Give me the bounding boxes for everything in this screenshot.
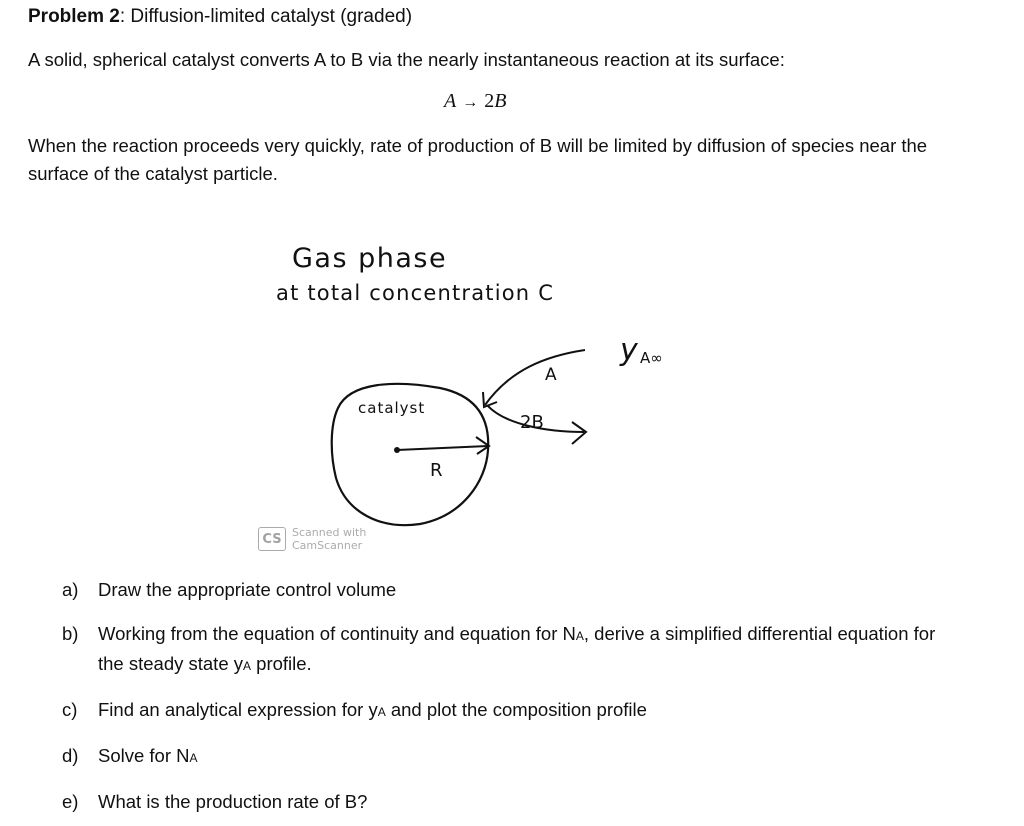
- radius-label: R: [430, 460, 443, 481]
- camscanner-logo: CS: [258, 527, 286, 551]
- reactant: A: [444, 90, 457, 112]
- question-a: [62, 576, 962, 604]
- catalyst-diagram: [0, 220, 1024, 570]
- y-subscript: A∞: [640, 349, 663, 367]
- reactant-flux-arrow: [483, 350, 585, 407]
- question-label: e): [62, 791, 79, 812]
- reaction-equation: [444, 90, 506, 113]
- question-d: [62, 742, 962, 772]
- question-c: [62, 696, 962, 726]
- y-a-infinity-label: [619, 333, 663, 368]
- reactant-flux-label: A: [545, 365, 557, 385]
- gas-phase-label: Gas phase: [292, 243, 448, 274]
- problem-subtitle: : Diffusion-limited catalyst (graded): [119, 6, 413, 27]
- question-b: [62, 620, 962, 680]
- stoich-coefficient: 2: [484, 90, 495, 112]
- question-label: b): [62, 623, 79, 644]
- problem-number: Problem 2: [28, 6, 120, 27]
- question-label: d): [62, 745, 79, 766]
- product-flux-label: 2B: [520, 412, 544, 433]
- watermark-line-2: CamScanner: [292, 539, 363, 552]
- radius-arrow: [394, 437, 489, 454]
- product: B: [494, 90, 507, 112]
- question-text: Draw the appropriate control volume: [98, 579, 397, 600]
- y-symbol: y: [620, 333, 638, 368]
- question-label: a): [62, 579, 79, 600]
- total-concentration-label: at total concentration C: [276, 281, 555, 305]
- intro-paragraph: A solid, spherical catalyst converts A to B via the nearly instantaneous reaction at its surface:: [28, 49, 785, 70]
- question-text: Working from the equation of continuity and equation for NA, derive a simplified differential equation for the steady state yA profile.: [98, 623, 936, 674]
- camscanner-watermark: [258, 526, 366, 552]
- question-text: Find an analytical expression for yA and plot the composition profile: [98, 699, 647, 720]
- question-label: c): [62, 699, 78, 720]
- question-text: What is the production rate of B?: [98, 791, 368, 812]
- description-paragraph: When the reaction proceeds very quickly, rate of production of B will be limited by diffusion of species near the surface of the catalyst particle.: [28, 135, 928, 184]
- problem-title: [28, 6, 412, 28]
- watermark-line-1: Scanned with: [292, 526, 367, 539]
- question-list: [62, 576, 962, 816]
- catalyst-label: catalyst: [358, 399, 426, 417]
- question-e: [62, 788, 962, 816]
- question-text: Solve for NA: [98, 745, 198, 766]
- reaction-arrow: →: [462, 94, 479, 111]
